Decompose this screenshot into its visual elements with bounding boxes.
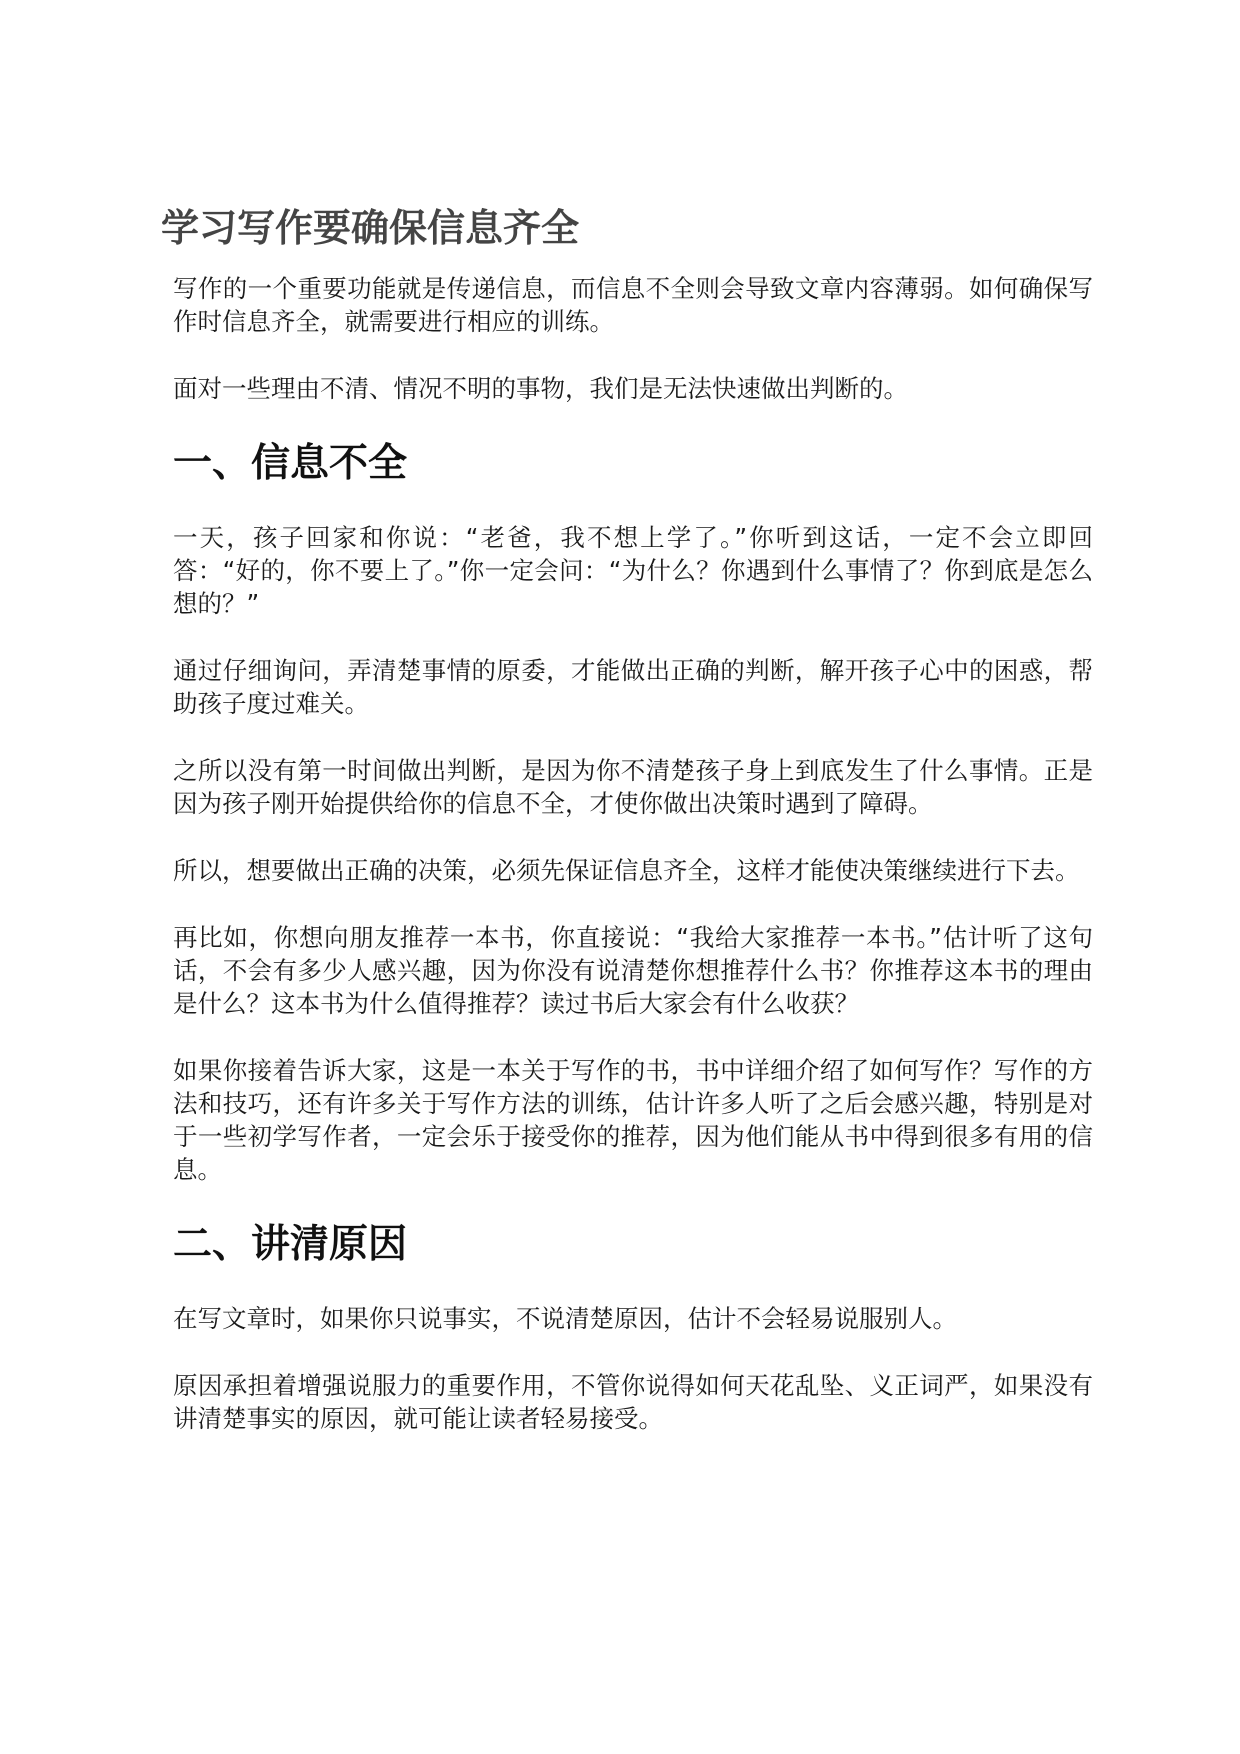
section-1-paragraph-4: 所以，想要做出正确的决策，必须先保证信息齐全，这样才能使决策继续进行下去。: [173, 856, 1080, 885]
section-1-paragraph-6: 如果你接着告诉大家，这是一本关于写作的书，书中详细介绍了如何写作？写作的方法和技巧，还有许多关于写作方法的训练，估计许多人听了之后会感兴趣，特别是对于一些初学写作者，一定会乐于接受你的推荐，因为他们能从书中得到很多有用的信息。: [173, 1056, 1093, 1184]
section-2-paragraph-2: 原因承担着增强说服力的重要作用，不管你说得如何天花乱坠、义正词严，如果没有讲清楚事实的原因，就可能让读者轻易接受。: [173, 1371, 1093, 1433]
document-title: 学习写作要确保信息齐全: [161, 206, 580, 250]
section-1-paragraph-2: 通过仔细询问，弄清楚事情的原委，才能做出正确的判断，解开孩子心中的困惑，帮助孩子度过难关。: [173, 656, 1093, 718]
section-1-paragraph-3: 之所以没有第一时间做出判断，是因为你不清楚孩子身上到底发生了什么事情。正是因为孩子刚开始提供给你的信息不全，才使你做出决策时遇到了障碍。: [173, 756, 1093, 818]
section-heading-1: 一、信息不全: [173, 441, 408, 486]
intro-paragraph-2: 面对一些理由不清、情况不明的事物，我们是无法快速做出判断的。: [173, 374, 908, 403]
section-1-paragraph-5: 再比如，你想向朋友推荐一本书，你直接说：“我给大家推荐一本书。”估计听了这句话，不会有多少人感兴趣，因为你没有说清楚你想推荐什么书？你推荐这本书的理由是什么？这本书为什么值得推荐？读过书后大家会有什么收获？: [173, 923, 1093, 1018]
intro-paragraph-1: 写作的一个重要功能就是传递信息，而信息不全则会导致文章内容薄弱。如何确保写作时信息齐全，就需要进行相应的训练。: [173, 274, 1093, 336]
section-heading-2: 二、讲清原因: [173, 1222, 408, 1267]
section-1-paragraph-1: 一天，孩子回家和你说：“老爸，我不想上学了。”你听到这话，一定不会立即回答：“好的，你不要上了。”你一定会问：“为什么？你遇到什么事情了？你到底是怎么想的？”: [173, 523, 1093, 618]
section-2-paragraph-1: 在写文章时，如果你只说事实，不说清楚原因，估计不会轻易说服别人。: [173, 1304, 957, 1333]
document-body: [173, 272, 1093, 1469]
